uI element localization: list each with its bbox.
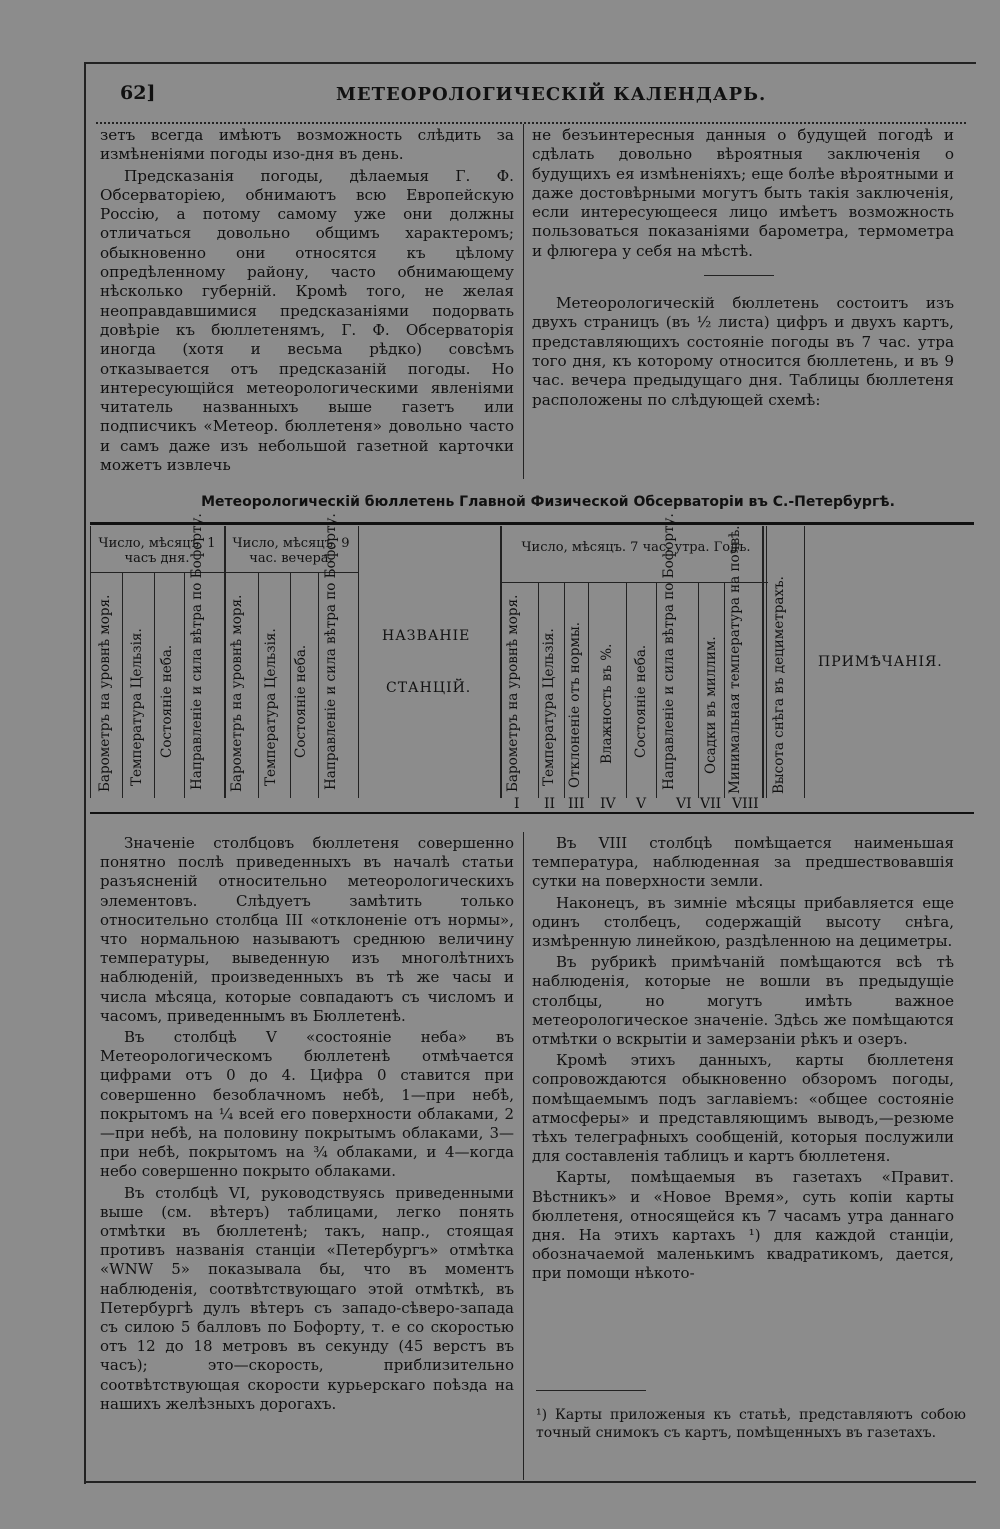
column-header: Барометръ на уровнѣ моря.	[229, 594, 245, 792]
column-header: Состояніе неба.	[293, 644, 309, 758]
paragraph: Карты, помѣщаемыя въ газетахъ «Правит. Вѣстникъ» и «Новое Время», суть копіи карты бюллетеня, относящейся къ 7 часамъ утра даннаго дня. На этихъ картахъ ¹) для каждой станціи, обозначаемой маленькимъ квадратикомъ, дается, при помощи нѣкото-	[532, 1168, 954, 1283]
table-line	[122, 572, 123, 798]
paragraph: не безъинтересныя данныя о будущей погодѣ и сдѣлать довольно вѣроятныя заключенія о будущихъ ея измѣненіяхъ; еще болѣе вѣроятными и даже достовѣрными могутъ быть такія заключенія, если интересующееся лицо имѣетъ возможность пользоваться показаніями барометра, термометра и флюгера у себя на мѣстѣ.	[532, 126, 954, 260]
column-header: Направленіе и сила вѣтра по Бофорту.	[661, 513, 677, 790]
paragraph: Наконецъ, въ зимніе мѣсяцы прибавляется еще одинъ столбецъ, содержащій высоту снѣга, измѣренную линейкою, раздѣленною на дециметры.	[532, 893, 954, 951]
footnote-rule	[536, 1390, 646, 1391]
column-header: Минимальная температура на почвѣ.	[727, 525, 743, 794]
table-line	[626, 582, 627, 798]
table-line	[318, 572, 319, 798]
table-line	[358, 526, 359, 798]
table-line	[564, 582, 565, 798]
page-bottom-rule	[86, 1481, 976, 1483]
page-number: 62]	[120, 82, 156, 104]
column-header: Температура Цельзія.	[129, 628, 145, 786]
column-header: Осадки въ миллим.	[703, 636, 719, 774]
table-line	[588, 582, 589, 798]
column-header: Барометръ на уровнѣ моря.	[505, 594, 521, 792]
paragraph: Кромѣ этихъ данныхъ, карты бюллетеня сопровождаются обыкновенно обзоромъ погоды, помѣщаемымъ подъ заглавіемъ: «общее состояніе атмосферы» и представляющимъ выводъ,—резюме тѣхъ телеграфныхъ сообщеній, которыя послужили для составленія таблицъ и картъ бюллетеня.	[532, 1051, 954, 1166]
paragraph: Метеорологическій бюллетень состоитъ изъ двухъ страницъ (въ ½ листа) цифръ и двухъ картъ, представляющихъ состояніе погоды въ 7 час. утра того дня, къ которому относится бюллетень, и въ 9 час. вечера предыдущаго дня. Таблицы бюллетеня расположены по слѣдующей схемѣ:	[532, 294, 954, 409]
bottom-right-column	[532, 834, 954, 1284]
bottom-left-column	[100, 834, 514, 1414]
column-header: Влажность въ %.	[599, 643, 615, 764]
column-number: V	[636, 796, 647, 812]
paragraph: Предсказанія погоды, дѣлаемыя Г. Ф. Обсерваторіею, обнимаютъ всю Европейскую Россію, а потому самому уже они должны отличаться довольно общимъ характеромъ; обыкновенно они относятся къ цѣлому опредѣленному району, часто обнимающему нѣсколько губерній. Кромѣ того, не желая неоправдавшимися предсказаніями подорвать довѣріе къ бюллетенямъ, Г. Ф. Обсерваторія иногда (хотя и весьма рѣдко) совсѣмъ отказывается отъ предсказаній погоды. Но интересующійся метеорологическими явленіями читатель названныхъ выше газетъ или подписчикъ «Метеор. бюллетеня» довольно часто и самъ даже изъ небольшой газетной карточки можетъ извлечь	[100, 166, 514, 475]
paragraph: зетъ всегда имѣютъ возможность слѣдить за измѣненіями погоды изо-дня въ день.	[100, 126, 514, 164]
station-name-header: НАЗВАНІЕ	[382, 628, 471, 644]
group-header-9pm: Число, мѣсяцъ, 9 час. вечера.	[232, 536, 350, 566]
column-header: Температура Цельзія.	[263, 628, 279, 786]
table-line	[804, 526, 805, 798]
column-header: Направленіе и сила вѣтра по Бофорту.	[323, 513, 339, 790]
column-number: III	[568, 796, 585, 812]
table-line	[724, 582, 725, 798]
table-bottom-rule	[90, 812, 974, 814]
column-number: VIII	[732, 796, 759, 812]
table-top-rule	[90, 522, 974, 525]
paragraph: Въ столбцѣ VI, руководствуясь приведенными выше (см. вѣтеръ) таблицами, легко понять отмѣтки въ бюллетенѣ; такъ, напр., стоящая противъ названія станціи «Петербургъ» отмѣтка «WNW 5» показывала бы, что въ моментъ наблюденія, соотвѣтствующаго этой отмѣткѣ, въ Петербургѣ дулъ вѣтеръ съ западо-сѣверо-запада съ силою 5 балловъ по Бофорту, т. е со скоростью отъ 12 до 18 метровъ въ секунду (45 верстъ въ часъ); это—скорость, приблизительно соотвѣтствующая скорости курьерскаго поѣзда на нашихъ желѣзныхъ дорогахъ.	[100, 1183, 514, 1413]
group-header-1pm: Число, мѣсяцъ, 1 часъ дня.	[98, 536, 216, 566]
table-line	[184, 572, 185, 798]
running-head	[86, 82, 966, 112]
column-header: Состояніе неба.	[159, 644, 175, 758]
header-ornament-rule	[96, 114, 966, 124]
table-line	[500, 526, 502, 798]
paragraph: Въ рубрикѣ примѣчаній помѣщаются всѣ тѣ наблюденія, которые не вошли въ предыдущіе столбцы, но могутъ имѣть важное метеорологическое значеніе. Здѣсь же помѣщаются отмѣтки о вскрытіи и замерзаніи рѣкъ и озеръ.	[532, 953, 954, 1049]
footnote: ¹) Карты приложеныя къ статьѣ, представляютъ собою точный снимокъ съ картъ, помѣщенныхъ въ газетахъ.	[536, 1407, 966, 1441]
table-line	[224, 526, 226, 798]
section-separator	[704, 275, 774, 276]
table-line	[154, 572, 155, 798]
top-right-column	[532, 126, 954, 410]
paragraph: Въ столбцѣ V «состояніе неба» въ Метеорологическомъ бюллетенѣ отмѣчается цифрами отъ 0 до 4. Цифра 0 ставится при совершенно безоблачномъ небѣ, 1—при небѣ, покрытомъ на ¼ всей его поверхности облаками, 2—при небѣ, на половину покрытымъ облаками, 3—при небѣ, покрытомъ на ¾ облаками, и 4—когда небо совершенно покрыто облаками.	[100, 1028, 514, 1181]
page	[84, 62, 976, 1484]
group-header-7am: Число, мѣсяцъ. 7 час. утра. Годъ.	[521, 540, 751, 555]
table-line	[762, 526, 764, 798]
column-header: Барометръ на уровнѣ моря.	[97, 594, 113, 792]
table-line	[766, 526, 767, 798]
column-number: VII	[700, 796, 722, 812]
column-divider	[523, 832, 524, 1480]
table-line	[698, 582, 699, 798]
column-header: Высота снѣга въ дециметрахъ.	[771, 576, 787, 794]
top-left-column	[100, 126, 514, 475]
paragraph: Въ VIII столбцѣ помѣщается наименьшая температура, наблюденная за предшествовавшія сутки на поверхности земли.	[532, 834, 954, 891]
table-line	[656, 582, 657, 798]
column-header: Направленіе и сила вѣтра по Бофорту.	[189, 513, 205, 790]
column-header: Отклоненіе отъ нормы.	[567, 621, 583, 788]
table-line	[258, 572, 259, 798]
table-caption: Метеорологическій бюллетень Главной Физической Обсерваторіи въ С.-Петербургѣ.	[201, 494, 895, 510]
column-number: IV	[600, 796, 616, 812]
column-header: Температура Цельзія.	[541, 628, 557, 786]
station-name-header: СТАНЦІЙ.	[386, 680, 472, 696]
table-line	[538, 582, 539, 798]
paragraph: Значеніе столбцовъ бюллетеня совершенно понятно послѣ приведенныхъ въ началѣ статьи разъясненій относительно метеорологическихъ элементовъ. Слѣдуетъ замѣтить только относительно столбца III «отклоненіе отъ нормы», что нормальною называютъ среднюю величину температуры, выведенную изъ многолѣтнихъ наблюденій, произведенныхъ въ тѣ же часы и числа мѣсяца, которые совпадаютъ съ числомъ и часомъ, приведеннымъ въ Бюллетенѣ.	[100, 834, 514, 1025]
page-title: МЕТЕОРОЛОГИЧЕСКІЙ КАЛЕНДАРЬ.	[336, 84, 767, 105]
column-divider	[523, 124, 524, 479]
column-number: II	[544, 796, 556, 812]
column-header: Состояніе неба.	[633, 644, 649, 758]
notes-header: ПРИМѢЧАНІЯ.	[818, 654, 943, 670]
table-line	[90, 526, 91, 798]
table-line	[290, 572, 291, 798]
column-number: I	[514, 796, 520, 812]
column-number: VI	[676, 796, 692, 812]
